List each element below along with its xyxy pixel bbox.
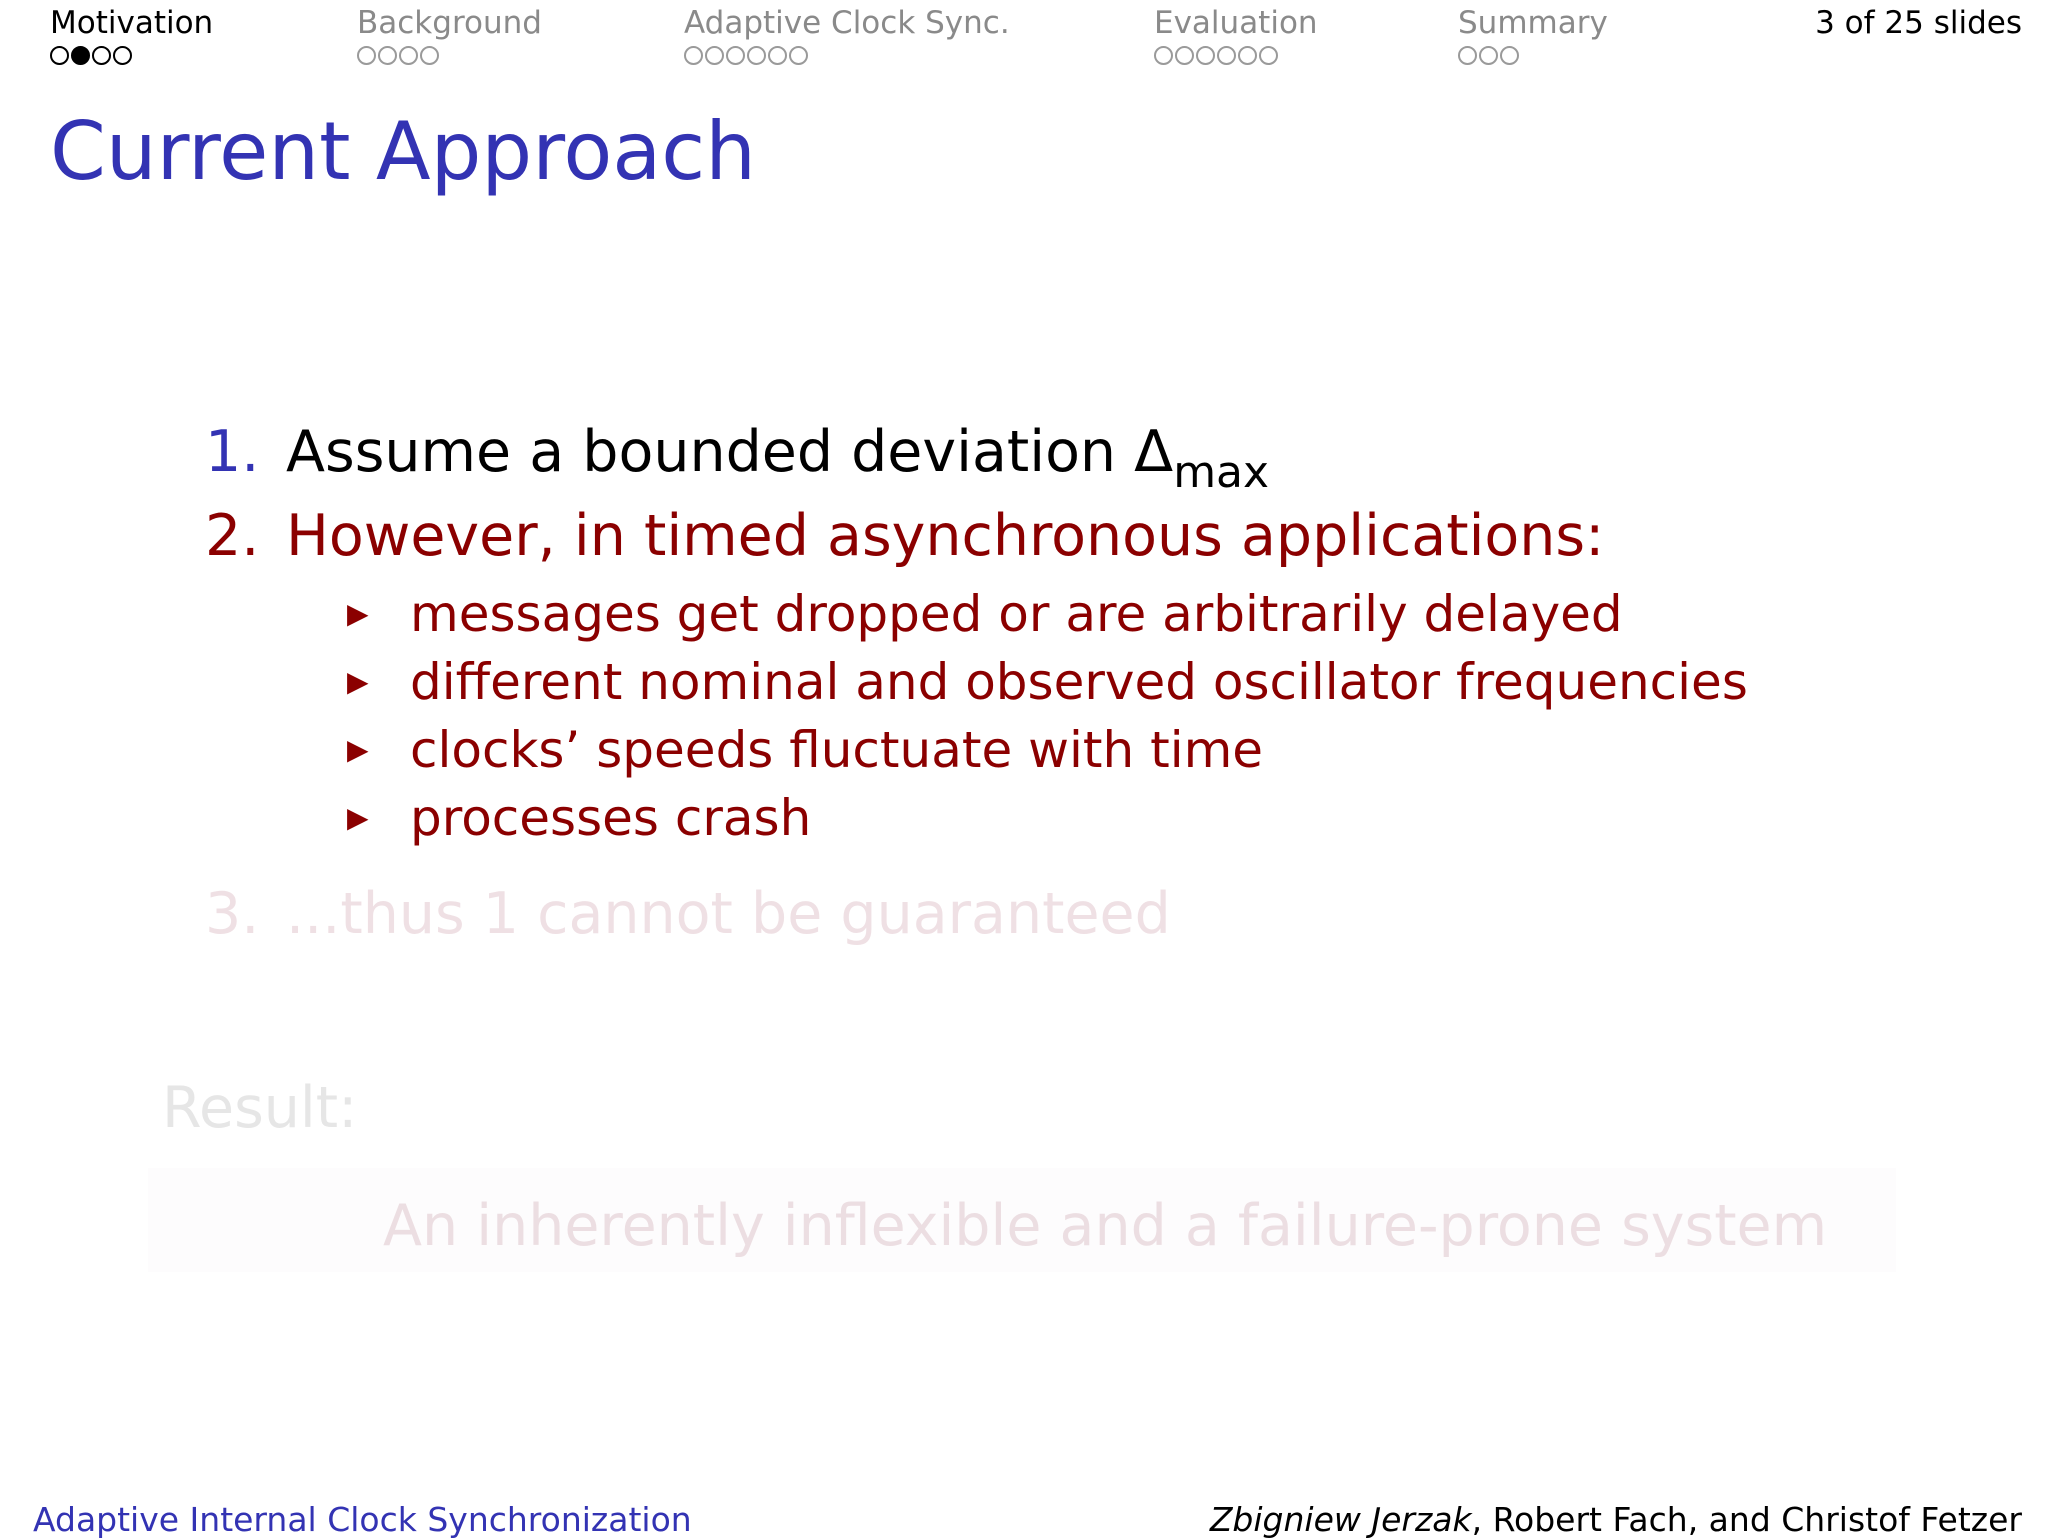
- nav-section-title[interactable]: Background: [357, 5, 542, 41]
- bullet-text: clocks’ speeds fluctuate with time: [410, 721, 1264, 779]
- item-text: However, in timed asynchronous applications:: [286, 503, 1605, 569]
- slide-dot[interactable]: [378, 46, 397, 65]
- footer-presentation-title: Adaptive Internal Clock Synchronization: [33, 1500, 692, 1539]
- triangle-bullet-icon: ▶: [347, 665, 369, 698]
- bullet-text: different nominal and observed oscillator frequencies: [410, 653, 1748, 711]
- nav-section-evaluation[interactable]: [1154, 4, 1318, 65]
- slide-dot[interactable]: [399, 46, 418, 65]
- slide-dot-current[interactable]: [71, 46, 90, 65]
- slide-dot[interactable]: [113, 46, 132, 65]
- slide-dot[interactable]: [705, 46, 724, 65]
- item-number: 1.: [205, 419, 260, 485]
- slide-dot[interactable]: [1479, 46, 1498, 65]
- triangle-bullet-icon: ▶: [347, 801, 369, 834]
- slide-dot[interactable]: [726, 46, 745, 65]
- result-label: Result:: [162, 1075, 358, 1141]
- nav-section-summary[interactable]: [1458, 4, 1608, 65]
- footer-authors-rest: , Robert Fach, and Christof Fetzer: [1471, 1500, 2022, 1539]
- slide-dot[interactable]: [1217, 46, 1236, 65]
- slide-dot[interactable]: [357, 46, 376, 65]
- nav-section-title[interactable]: Adaptive Clock Sync.: [684, 5, 1010, 41]
- slide-dots: [357, 46, 542, 65]
- slide-dots: [684, 46, 1010, 65]
- result-text: An inherently inflexible and a failure-prone system: [383, 1193, 1828, 1259]
- nav-section-background[interactable]: [357, 4, 542, 65]
- slide-dot[interactable]: [684, 46, 703, 65]
- triangle-bullet-icon: ▶: [347, 733, 369, 766]
- slide-dot[interactable]: [50, 46, 69, 65]
- item-text-main: Assume a bounded deviation Δ: [286, 419, 1174, 485]
- nav-section-title[interactable]: Motivation: [50, 5, 214, 41]
- footer-author-main: Zbigniew Jerzak: [1209, 1500, 1472, 1539]
- slide-title: Current Approach: [50, 105, 756, 198]
- slide-dot[interactable]: [768, 46, 787, 65]
- slide-counter: 3 of 25 slides: [1815, 5, 2022, 41]
- bullet-text: messages get dropped or are arbitrarily delayed: [410, 585, 1623, 643]
- nav-section-motivation[interactable]: [50, 4, 213, 65]
- slide-dots: [1458, 46, 1608, 65]
- nav-section-title[interactable]: Evaluation: [1154, 5, 1318, 41]
- slide-dot[interactable]: [1458, 46, 1477, 65]
- footer-authors: [1210, 1500, 2022, 1539]
- slide-dot[interactable]: [1238, 46, 1257, 65]
- nav-section-adaptive-clock-sync[interactable]: [684, 4, 1010, 65]
- slide-dots: [1154, 46, 1318, 65]
- slide-dots: [50, 46, 213, 65]
- nav-section-title[interactable]: Summary: [1458, 5, 1608, 41]
- item-text: ...thus 1 cannot be guaranteed: [286, 881, 1171, 947]
- slide-dot[interactable]: [92, 46, 111, 65]
- section-navigation: [0, 0, 2048, 80]
- item-number: 2.: [205, 503, 260, 569]
- bullet-text: processes crash: [410, 789, 812, 847]
- item-number: 3.: [205, 881, 260, 947]
- slide-dot[interactable]: [1196, 46, 1215, 65]
- slide-dot[interactable]: [1175, 46, 1194, 65]
- slide-dot[interactable]: [1500, 46, 1519, 65]
- slide-dot[interactable]: [789, 46, 808, 65]
- item-text: [286, 418, 1269, 507]
- slide-dot[interactable]: [747, 46, 766, 65]
- slide-dot[interactable]: [1259, 46, 1278, 65]
- slide-dot[interactable]: [420, 46, 439, 65]
- delta-subscript: max: [1173, 447, 1270, 498]
- triangle-bullet-icon: ▶: [347, 597, 369, 630]
- slide-dot[interactable]: [1154, 46, 1173, 65]
